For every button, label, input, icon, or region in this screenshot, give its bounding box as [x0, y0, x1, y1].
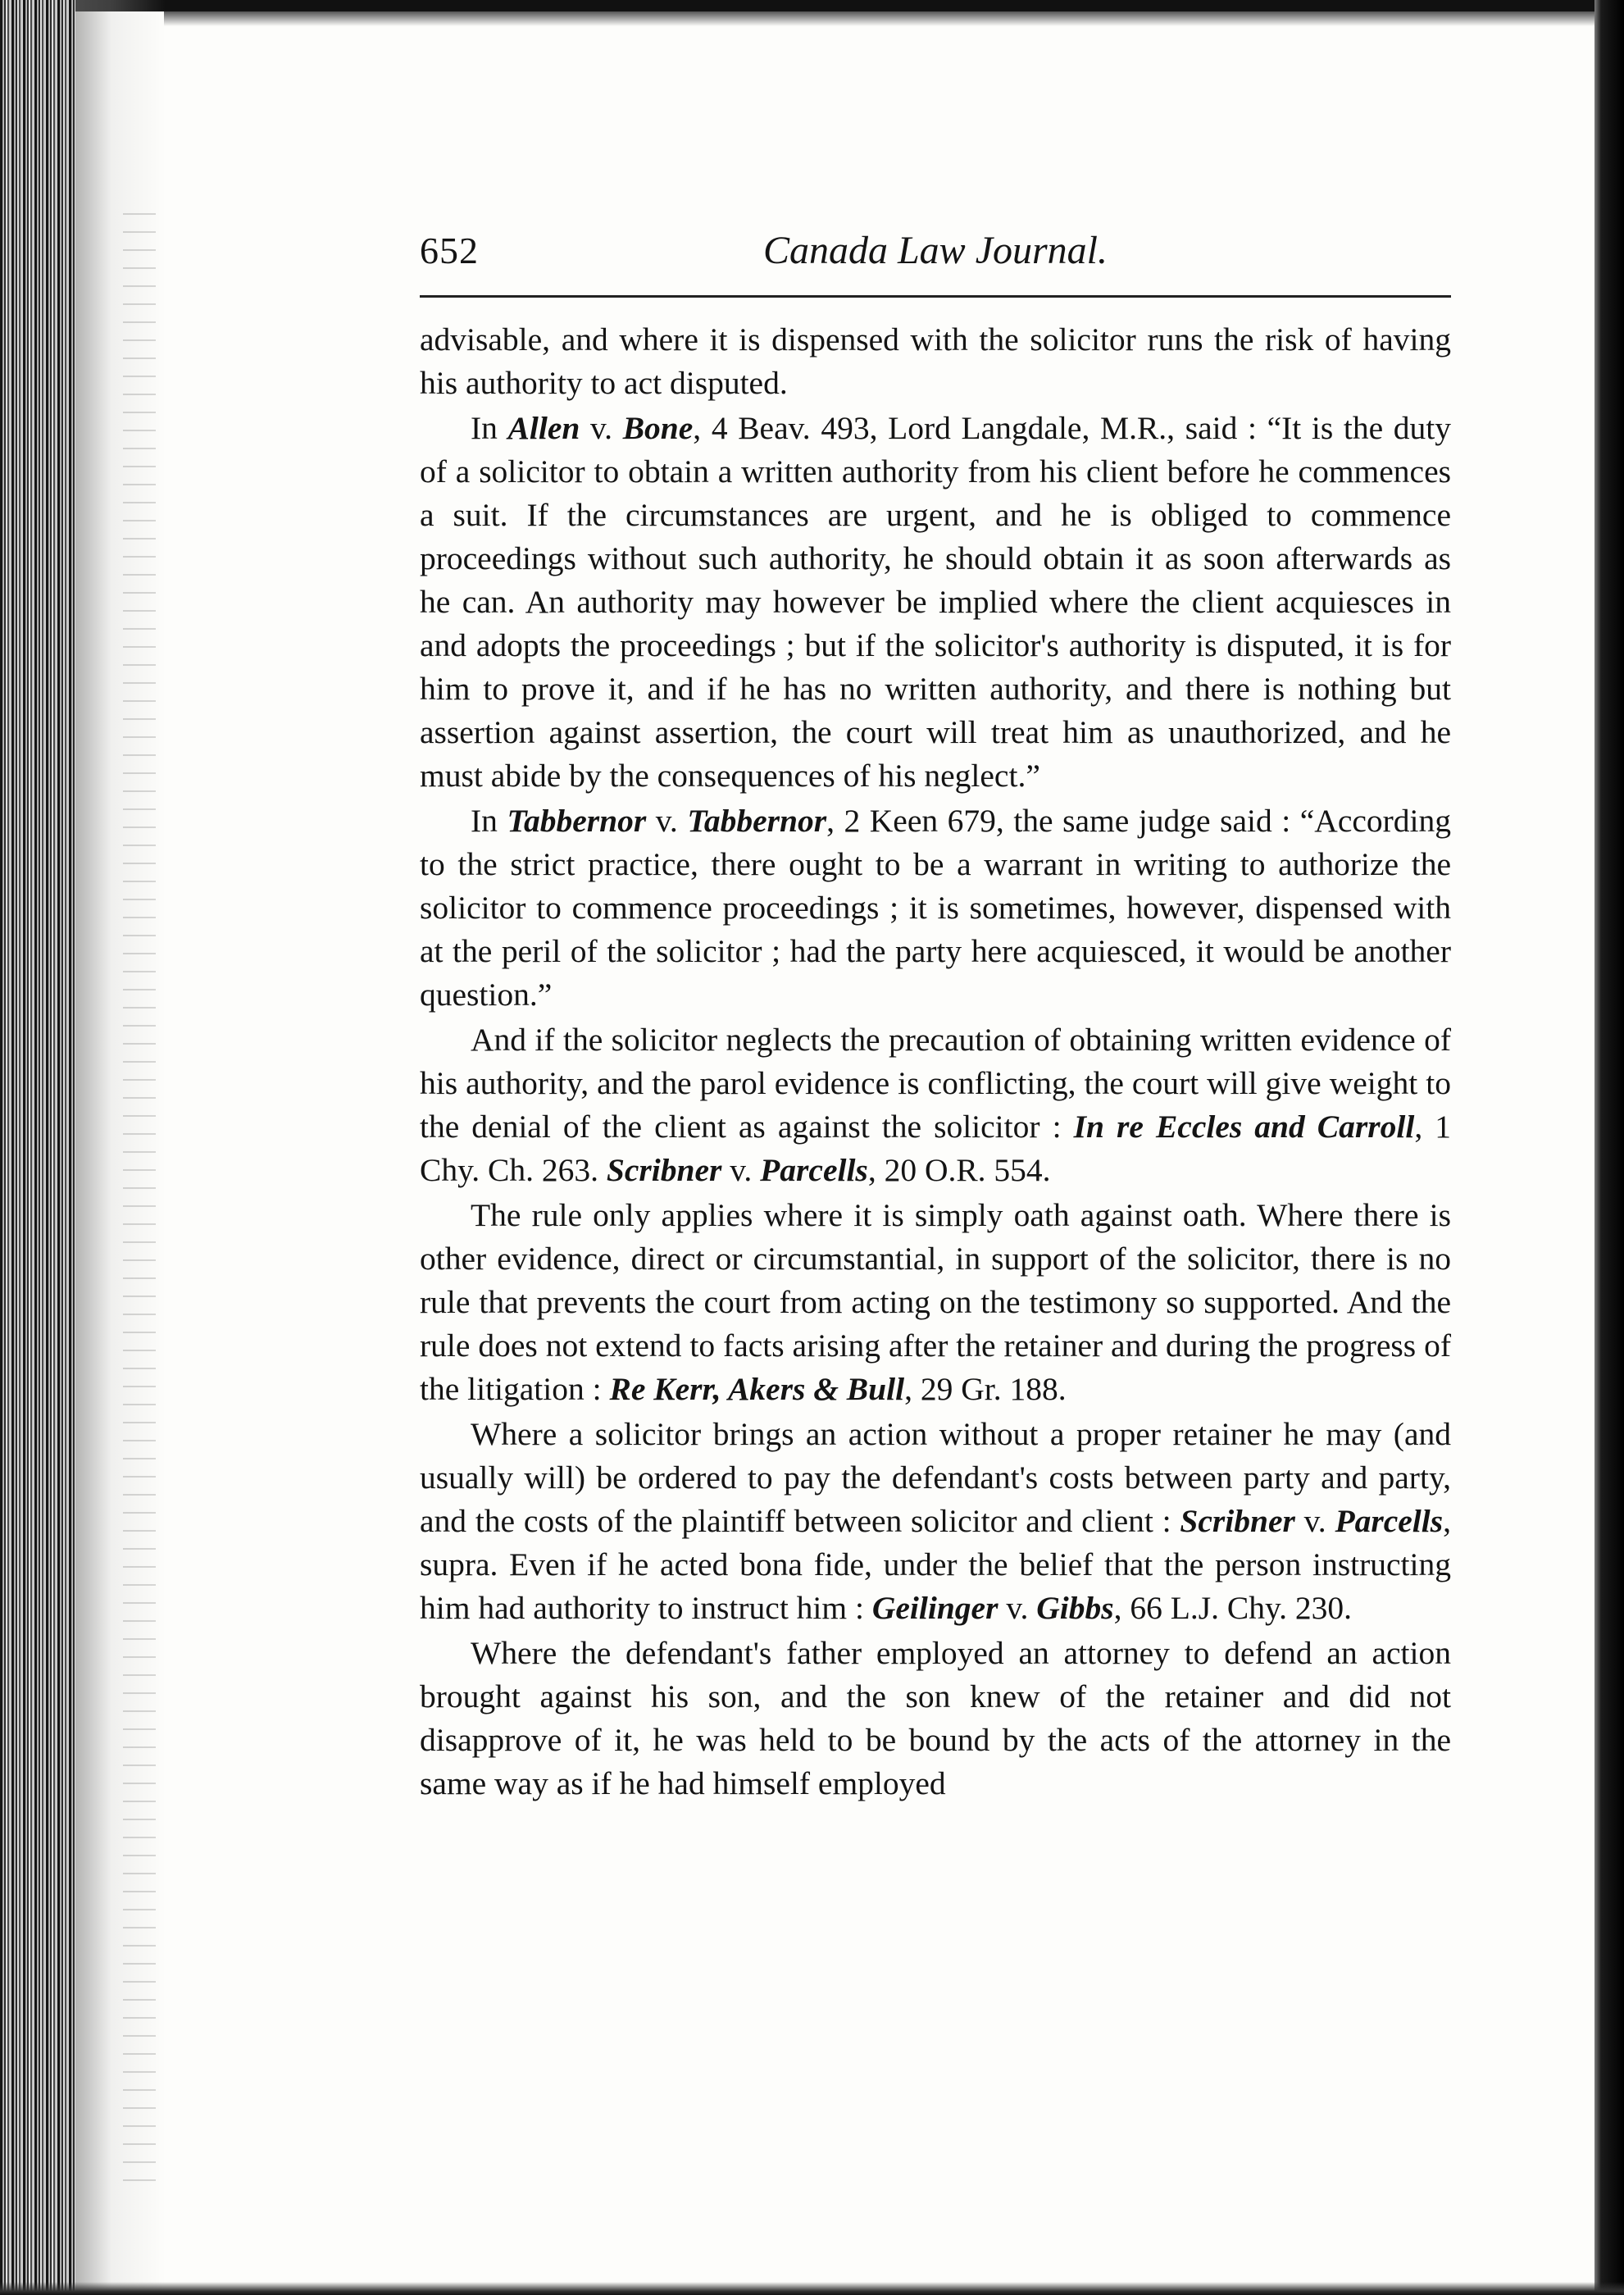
case-name: Scribner [1180, 1503, 1295, 1539]
case-name: Allen [507, 410, 580, 446]
paragraph-tabbernor: In Tabbernor v. Tabbernor, 2 Keen 679, the same judge said : “According to the strict practice, there ought to be a warrant in writing to authorize the solicitor to commence proceedings ; it is sometimes, however, dispensed with at the peril of the solicitor ; had the party here acquiesced, it would be another question.” [420, 803, 1452, 1013]
running-head [420, 226, 1451, 292]
gutter-specks [123, 213, 156, 2181]
case-name: Tabbernor [507, 803, 647, 839]
page-number: 652 [420, 230, 479, 271]
header-rule [420, 295, 1451, 298]
case-name: Parcells [1335, 1503, 1444, 1539]
page-body [420, 318, 1451, 1807]
case-name: Geilinger [871, 1590, 999, 1626]
paragraph-father-employed-attorney: Where the defendant's father employed an attorney to defend an action brought against his son, and the son knew of the retainer and did not disapprove of it, he was held to be bound by the acts of the attorney in the same way as if he had himself employed [420, 1635, 1451, 1801]
scan-top-border [0, 0, 1624, 11]
case-name: Gibbs [1036, 1590, 1114, 1626]
scan-bottom-border [0, 2282, 1624, 2295]
paragraph-parol-evidence: And if the solicitor neglects the precaution of obtaining written evidence of his authority, and the parol evidence is conflicting, the court will give weight to the denial of the client as against the solicitor : In re Eccles and Carroll, 1 Chy. Ch. 263. Scribner v. Parcells, 20 O.R. 554. [420, 1022, 1452, 1188]
book-binding-gutter [0, 0, 75, 2295]
case-name: Parcells [760, 1152, 868, 1188]
paragraph-continuation: advisable, and where it is dispensed with the solicitor runs the risk of having his authority to act disputed. [420, 321, 1451, 401]
case-name: Tabbernor [687, 803, 827, 839]
scan-right-border [1594, 0, 1624, 2295]
scan-top-shadow [164, 11, 1624, 26]
case-name: Bone [622, 410, 694, 446]
case-name: Scribner [606, 1152, 722, 1188]
paragraph-costs: Where a solicitor brings an action without a proper retainer he may (and usually will) be ordered to pay the defendant's costs between party and party, and the costs of the plaintiff between solicitor and client : Scribner v. Parcells, supra. Even if he acted bona fide, under the belief that the person instructing him had authority to instruct him : Geilinger v. Gibbs, 66 L.J. Chy. 230. [420, 1416, 1451, 1626]
paragraph-allen-v-bone: In Allen v. Bone, 4 Beav. 493, Lord Langdale, M.R., said : “It is the duty of a solicitor to obtain a written authority from his client before he commences a suit. If the circumstances are urgent, and he is obliged to commence proceedings without such authority, he should obtain it as soon afterwards as he can. An authority may however be implied where the client acquiesces in and adopts the proceedings ; but if the solicitor's authority is disputed, it is for him to prove it, and if he has no written authority, and there is nothing but assertion against assertion, the court will treat him as unauthorized, and he must abide by the consequences of his neglect.” [420, 410, 1451, 794]
case-name: Re Kerr, Akers & Bull [609, 1371, 905, 1407]
journal-title: Canada Law Journal. [762, 229, 1108, 272]
paragraph-oath-against-oath: The rule only applies where it is simply oath against oath. Where there is other evidence, direct or circumstantial, in support of the solicitor, there is no rule that prevents the court from acting on the testimony so supported. And the rule does not extend to facts arising after the retainer and during the progress of the litigation : Re Kerr, Akers & Bull, 29 Gr. 188. [420, 1197, 1451, 1407]
case-name: In re Eccles and Carroll [1073, 1109, 1415, 1145]
